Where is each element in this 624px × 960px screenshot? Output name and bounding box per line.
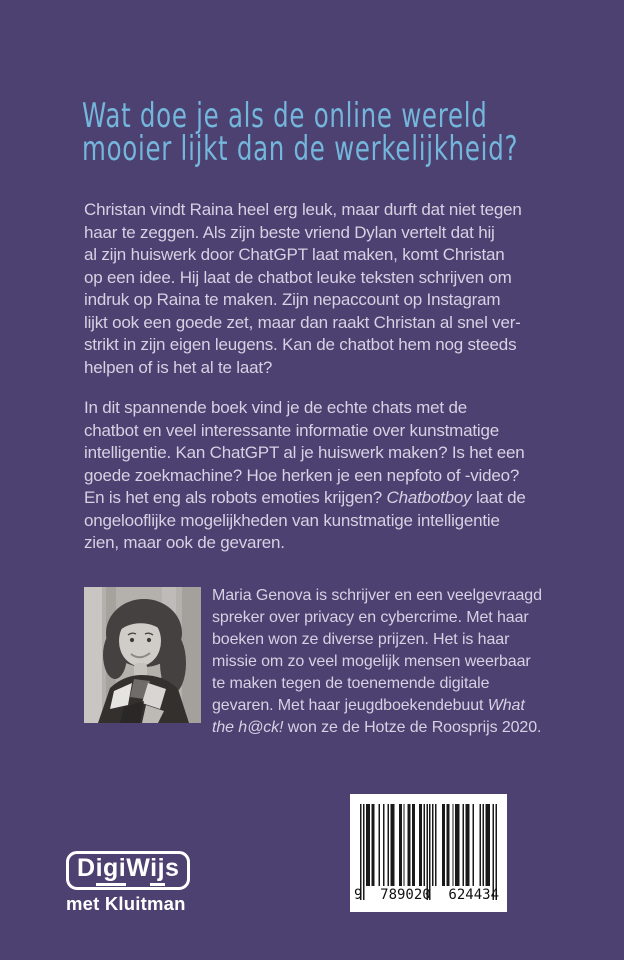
author-photo [84,587,201,723]
text-line [212,717,542,739]
text-line: al zijn huiswerk door ChatGPT laat maken, komt Christan [84,245,505,264]
text-line [84,487,526,510]
text-line: ongelooflijke mogelijkheden van kunstmatige intelligentie [84,510,500,530]
text-line [212,695,542,717]
text-line: missie om zo veel mogelijk mensen weerbaar [212,653,531,670]
text-line: te maken tegen de toenemende digitale [212,675,490,692]
text-line: Christan vindt Raina heel erg leuk, maar durft dat niet tegen [84,200,522,219]
text-line: In dit spannende boek vind je de echte chats met de [84,398,467,417]
isbn-barcode [350,794,507,912]
italic-title-text: Chatbotboy [386,488,472,507]
synopsis-paragraph-2 [84,397,526,555]
publisher-imprint-label: met Kluitman [66,892,186,914]
isbn-digit-group: 624434 [448,887,499,903]
text-line: goede zoekmachine? Hoe herken je een nepfoto of -video? [84,465,520,485]
logo-text-underlined: igi [96,854,127,886]
cover-question-heading [82,96,519,169]
logo-text: s [165,854,180,882]
logo-text-underlined: ij [150,854,165,886]
text-segment: won ze de Hotze de Roosprijs 2020. [283,719,542,736]
synopsis-paragraph-1 [84,199,522,379]
heading-line-2: mooier lijkt dan de werkelijkheid? [82,129,519,169]
text-segment: laat de [471,488,526,507]
heading-line-1: Wat doe je als de online wereld [82,96,488,136]
text-line: indruk op Raina te maken. Zijn nepaccount op Instagram [84,290,501,309]
text-line: helpen of is het al te laat? [84,357,273,377]
isbn-digit-group: 789020 [380,887,431,903]
text-line: Maria Genova is schrijver en een veelgevraagd [212,587,542,604]
isbn-digit-group: 9 [354,887,363,903]
text-line: lijkt ook een goede zet, maar dan raakt Christan al snel ver- [84,312,521,332]
text-line: spreker over privacy en cybercrime. Met haar [212,609,529,626]
text-segment: En is het eng als robots emoties krijgen? [84,488,387,507]
logo-text: D [77,854,96,882]
text-line: zien, maar ook de gevaren. [84,533,285,552]
author-bio [212,585,542,739]
text-line: op een idee. Hij laat de chatbot leuke teksten schrijven om [84,267,512,287]
logo-text: W [126,854,151,882]
isbn-digits [354,887,499,903]
portrait-figure [98,599,189,723]
text-line: strikt in zijn eigen leugens. Kan de chatbot hem nog steeds [84,335,517,354]
italic-title-text: the h@ck! [212,719,284,736]
italic-title-text: What [487,697,525,714]
text-line: boeken won ze diverse prijzen. Het is haar [212,631,510,648]
text-line: chatbot en veel interessante informatie over kunstmatige [84,420,499,440]
publisher-logo [66,851,186,915]
text-line: haar te zeggen. Als zijn beste vriend Dylan vertelt dat hij [84,222,495,242]
text-line: intelligentie. Kan ChatGPT al je huiswerk maken? Is het een [84,443,525,462]
digiwijs-logo [66,851,190,890]
text-segment: gevaren. Met haar jeugdboekendebuut [212,697,488,714]
